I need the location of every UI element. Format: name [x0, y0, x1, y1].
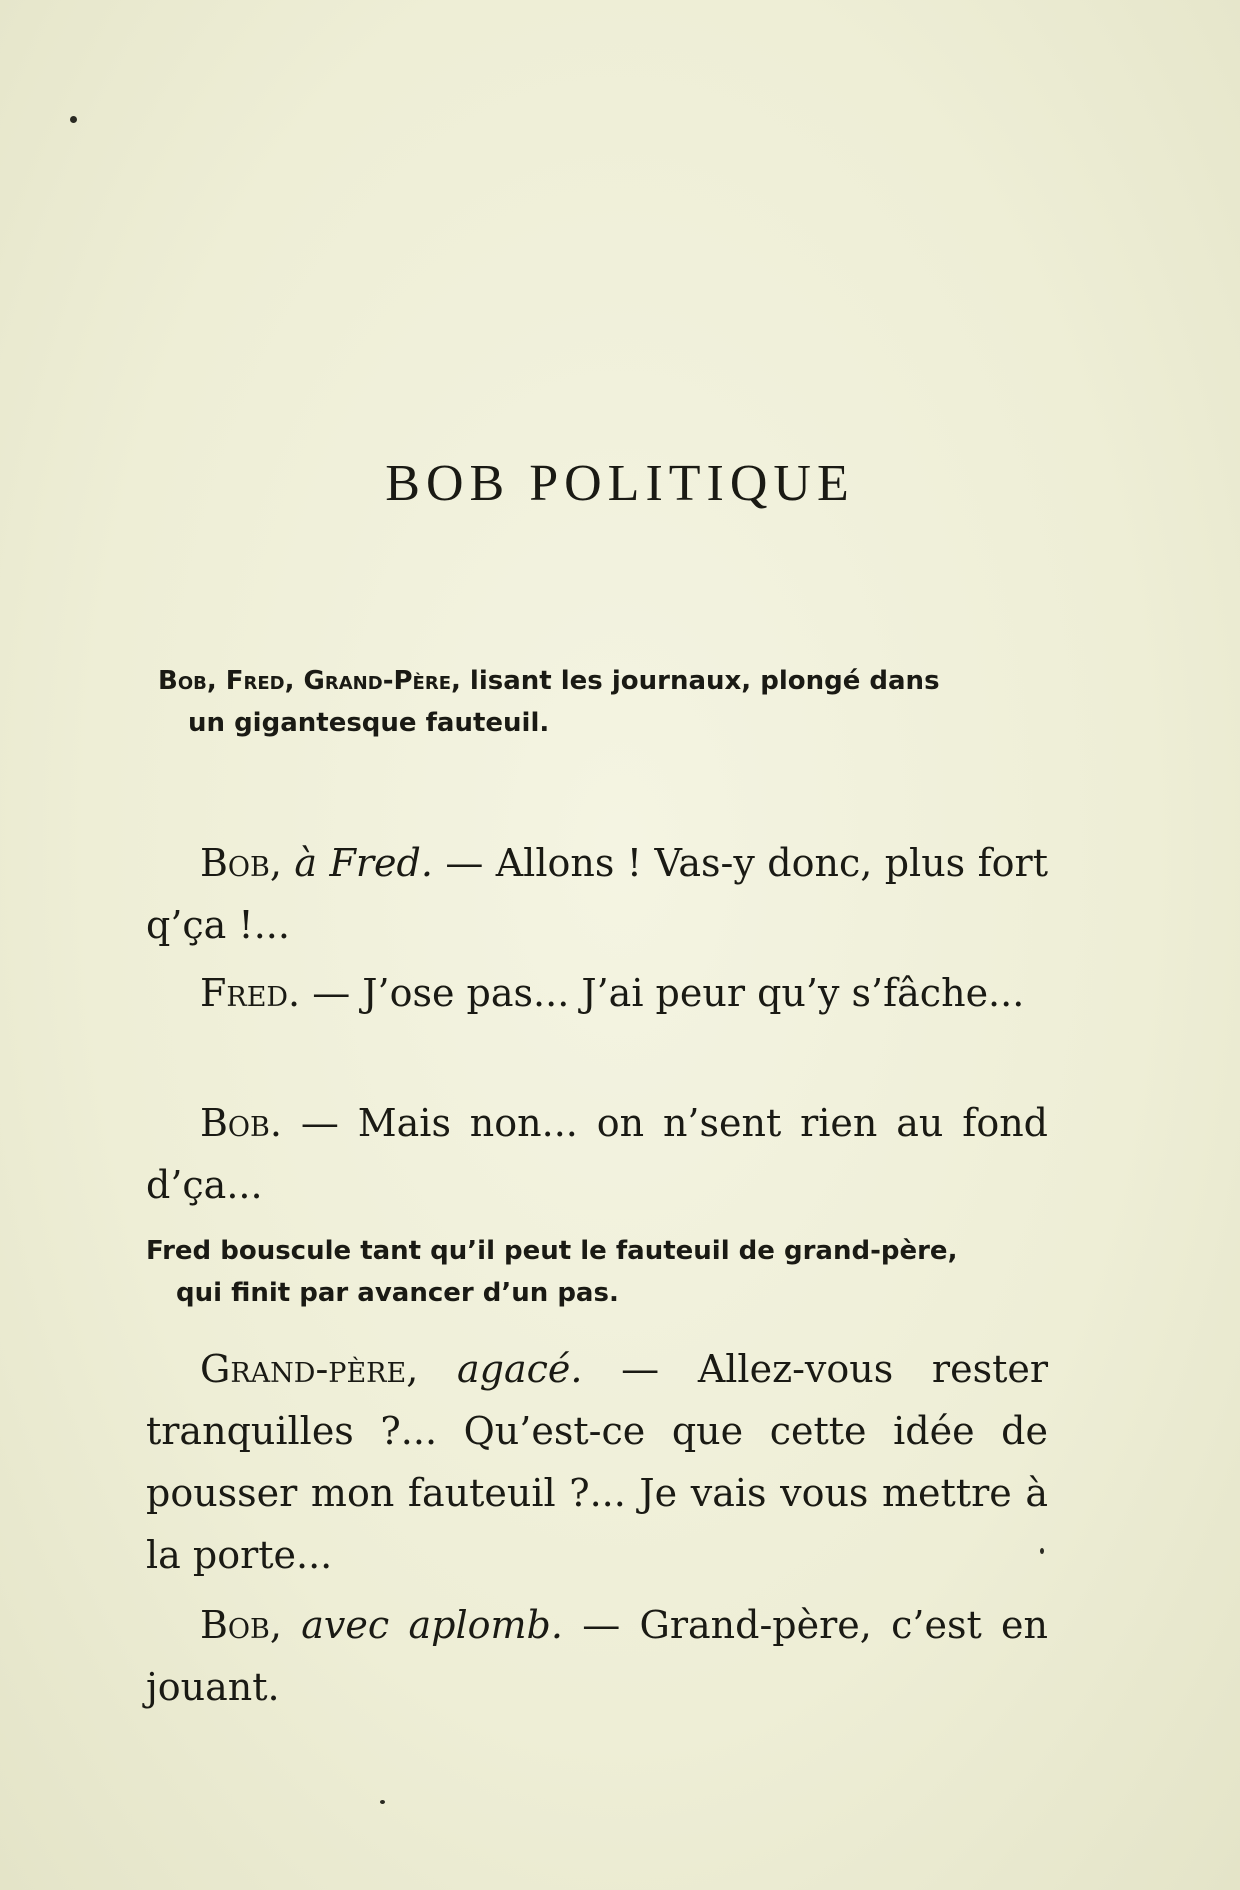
dialogue-line	[146, 1338, 1048, 1586]
speaker-name: Bob,	[200, 841, 282, 885]
speaker-direction: à Fred.	[294, 841, 433, 885]
chapter-title: BOB POLITIQUE	[385, 455, 855, 512]
dialogue-text: — Grand-père, c’est en jouant.	[146, 1603, 1049, 1709]
speaker-name: Bob,	[200, 1603, 282, 1647]
stage-direction-line-1	[158, 660, 1062, 702]
ink-speck	[380, 1800, 385, 1804]
stage-direction-line-2: un gigantesque fauteuil.	[188, 708, 550, 738]
dialogue-line	[146, 962, 1048, 1024]
dialogue-line	[146, 832, 1048, 956]
cast-setting: lisant les journaux, plongé dans	[460, 666, 940, 696]
speaker-name: Bob.	[200, 1101, 282, 1145]
dialogue-text: — J’ose pas... J’ai peur qu’y s’fâche...	[300, 971, 1025, 1015]
ink-speck	[70, 116, 77, 123]
stage-direction-line-1: Fred bouscule tant qu’il peut le fauteuil de grand-père,	[146, 1236, 958, 1266]
speaker-name: Grand-père,	[200, 1347, 419, 1391]
cast-names: Bob, Fred, Grand-Père,	[158, 666, 461, 696]
stage-direction-line-2: qui finit par avancer d’un pas.	[176, 1278, 619, 1308]
stage-direction-cast	[158, 660, 1062, 744]
dialogue-text: — Allez-vous rester tranquilles ?... Qu’est-ce que cette idée de pousser mon fauteuil ?... Je vais vous mettre à la porte...	[146, 1347, 1048, 1577]
dialogue-text: — Mais non... on n’sent rien au fond d’ça...	[146, 1101, 1048, 1207]
dialogue-text: — Allons ! Vas-y donc, plus fort q’ça !...	[146, 841, 1048, 947]
speaker-name: Fred.	[200, 971, 301, 1015]
speaker-direction: avec aplomb.	[301, 1603, 563, 1647]
dialogue-line	[146, 1092, 1048, 1216]
speaker-direction: agacé.	[456, 1347, 583, 1391]
stage-direction-action	[146, 1230, 1050, 1314]
dialogue-line	[146, 1594, 1048, 1718]
